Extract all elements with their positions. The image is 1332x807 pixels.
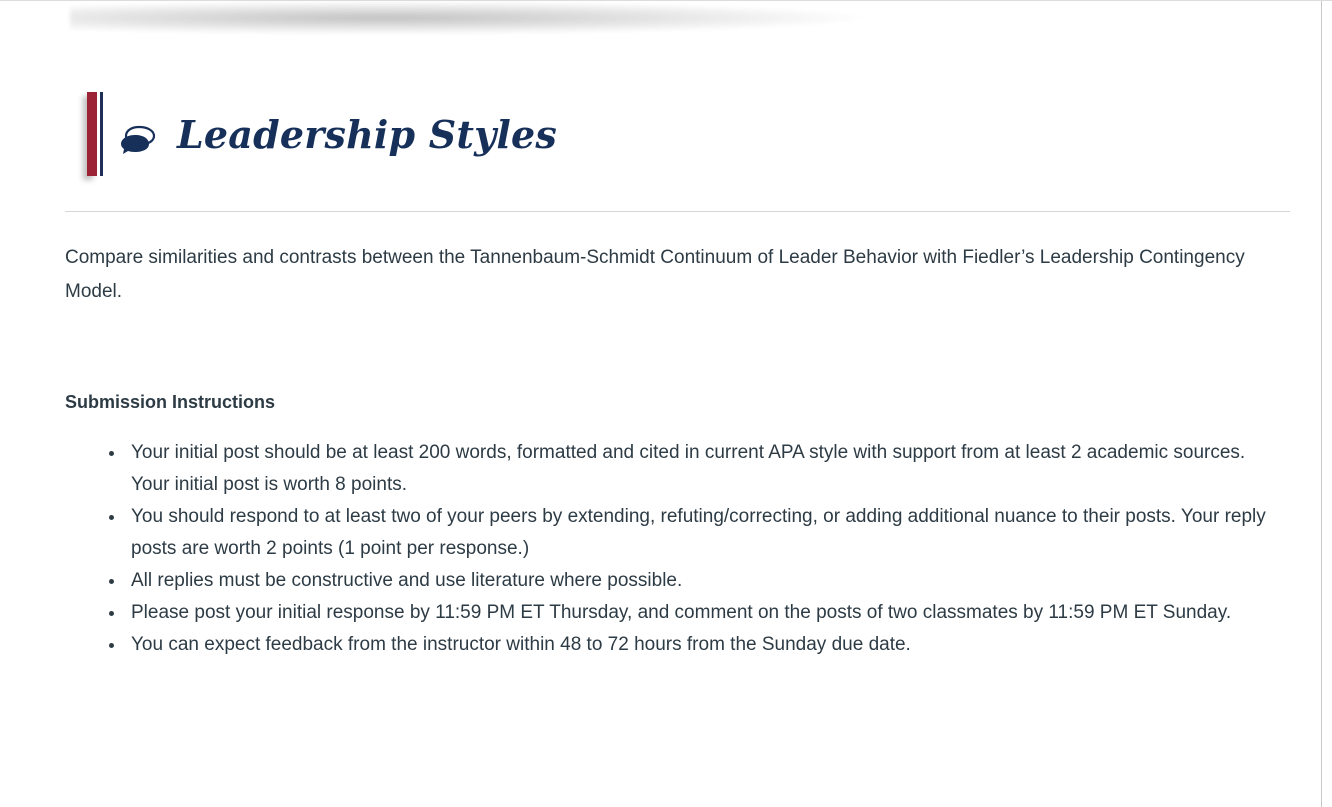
list-item-text: Please post your initial response by 11:59 PM ET Thursday, and comment on the posts of two classmates by 11:59 PM ET Sunday. bbox=[131, 602, 1232, 623]
accent-stripe-red bbox=[87, 92, 97, 176]
title-row bbox=[87, 89, 557, 179]
list-item bbox=[65, 629, 1290, 661]
list-item bbox=[65, 597, 1290, 629]
title-divider bbox=[65, 211, 1290, 212]
accent-bar bbox=[87, 92, 115, 176]
bullet-dot bbox=[109, 515, 114, 520]
list-item-text: You should respond to at least two of your peers by extending, refuting/correcting, or adding additional nuance to their posts. Your reply posts are worth 2 points (1 point per response.) bbox=[131, 506, 1266, 559]
list-item-text: Your initial post should be at least 200 words, formatted and cited in current APA style with support from at least 2 academic sources. Your initial post is worth 8 points. bbox=[131, 442, 1246, 495]
bullet-dot bbox=[109, 579, 114, 584]
list-item-text: All replies must be constructive and use literature where possible. bbox=[131, 570, 683, 591]
discussion-icon bbox=[121, 117, 165, 157]
bullet-dot bbox=[109, 643, 114, 648]
list-item bbox=[65, 565, 1290, 597]
submission-heading: Submission Instructions bbox=[65, 392, 276, 412]
intro-text: Compare similarities and contrasts between the Tannenbaum-Schmidt Continuum of Leader Behavior with Fiedler’s Leadership Contingency Model. bbox=[65, 247, 1245, 302]
bullet-dot bbox=[109, 451, 114, 456]
banner-shadow bbox=[70, 1, 1050, 43]
scrollbar-edge bbox=[1321, 1, 1322, 807]
page-title: Leadership Styles bbox=[177, 111, 558, 157]
list-item-text: You can expect feedback from the instructor within 48 to 72 hours from the Sunday due date. bbox=[131, 634, 911, 655]
accent-stripe-navy bbox=[100, 92, 103, 176]
instructions-list bbox=[65, 437, 1290, 661]
list-item bbox=[65, 501, 1290, 565]
bullet-dot bbox=[109, 611, 114, 616]
list-item bbox=[65, 437, 1290, 501]
